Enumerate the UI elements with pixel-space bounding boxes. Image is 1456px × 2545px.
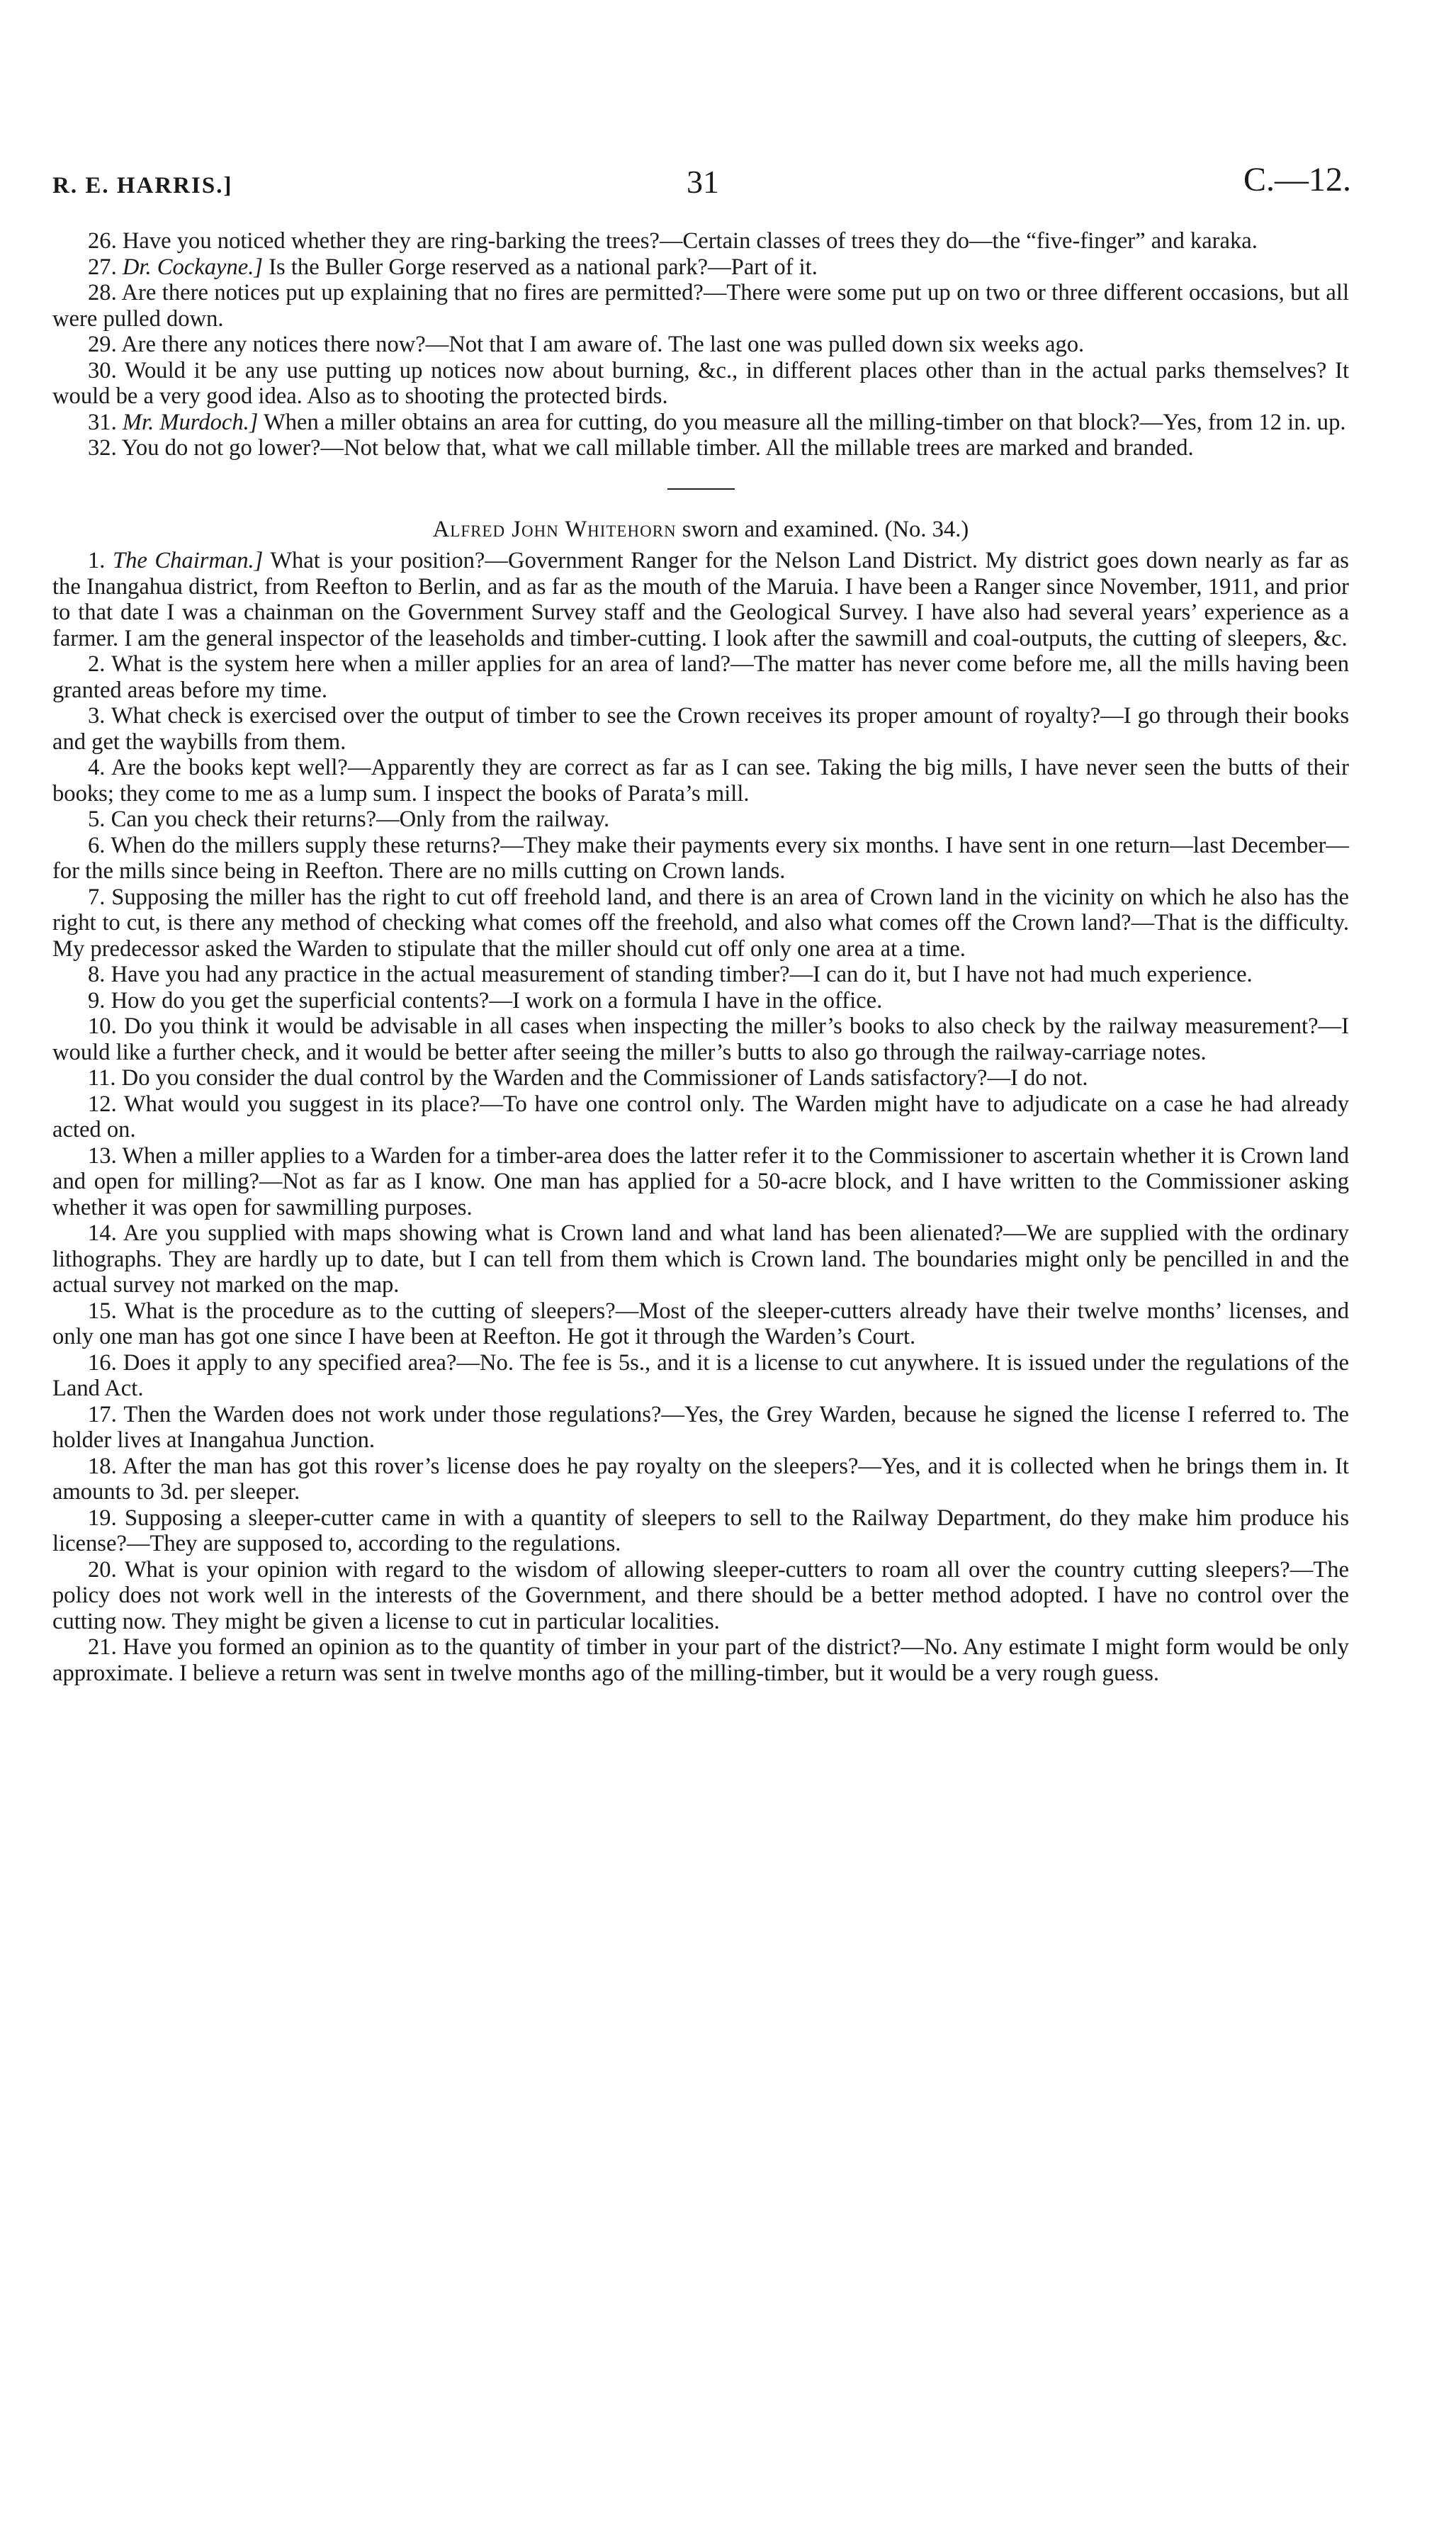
- question-text: When a miller applies to a Warden for a timber-area does the latter refer it to the Commissioner to ascertain whether it is Crown land and open for milling?—Not as far as I know. One man has applied for a 50-acre block, and I have written to the Commissioner asking whether it was open for sawmilling purposes.: [52, 1142, 1349, 1220]
- speaker-name: Mr. Murdoch.]: [122, 409, 259, 435]
- question-number: 15.: [88, 1298, 117, 1324]
- witness-heading-rest: sworn and examined. (No. 34.): [676, 516, 969, 542]
- question-paragraph: [52, 1454, 1349, 1505]
- question-number: 26.: [88, 228, 117, 254]
- question-text: Can you check their returns?—Only from the railway.: [111, 807, 610, 832]
- question-number: 12.: [88, 1091, 117, 1117]
- question-number: 10.: [88, 1013, 117, 1039]
- page-number: 31: [687, 164, 719, 200]
- question-text: After the man has got this rover’s license does he pay royalty on the sleepers?—Yes, and it is collected when he brings them in. It amounts to 3d. per sleeper.: [52, 1453, 1349, 1505]
- question-text: Do you think it would be advisable in all cases when inspecting the miller’s books to also check by the railway measurement?—I would like a further check, and it would be better after seeing the miller’s butts to also go through the railway-carriage notes.: [52, 1013, 1349, 1065]
- question-paragraph: [52, 280, 1349, 332]
- question-paragraph: [52, 435, 1349, 461]
- question-number: 4.: [88, 755, 106, 780]
- evidence-section-2: [52, 548, 1349, 1686]
- witness-name: Alfred John Whitehorn: [432, 516, 677, 542]
- question-paragraph: [52, 962, 1349, 988]
- question-paragraph: [52, 1143, 1349, 1221]
- speaker-name: Dr. Cockayne.]: [122, 254, 264, 280]
- speaker-name: The Chairman.]: [112, 548, 264, 573]
- question-text: Would it be any use putting up notices now about burning, &c., in different places other than in the actual parks themselves? It would be a very good idea. Also as to shooting the protected birds.: [52, 357, 1349, 409]
- question-text: Supposing the miller has the right to cut off freehold land, and there is an area of Crown land in the vicinity on which he also has the right to cut, is there any method of checking what comes off the freehold, and also what comes off the Crown land?—That is the difficulty. My predecessor asked the Warden to stipulate that the miller should cut off only one area at a time.: [52, 884, 1349, 962]
- question-text: Are there notices put up explaining that no fires are permitted?—There were some put up on two or three different occasions, but all were pulled down.: [52, 280, 1349, 332]
- question-number: 9.: [88, 987, 106, 1013]
- question-paragraph: [52, 1298, 1349, 1350]
- question-paragraph: [52, 1557, 1349, 1635]
- question-number: 3.: [88, 703, 106, 729]
- question-number: 20.: [88, 1556, 117, 1583]
- question-paragraph: [52, 1065, 1349, 1091]
- question-text: Have you noticed whether they are ring-barking the trees?—Certain classes of trees they do—the “five-finger” and karaka.: [122, 228, 1258, 254]
- question-text: Are the books kept well?—Apparently they are correct as far as I can see. Taking the big mills, I have never seen the butts of their books; they come to me as a lump sum. I inspect the books of Parata’s mill.: [52, 755, 1349, 807]
- question-number: 8.: [88, 962, 106, 987]
- question-number: 11.: [88, 1065, 116, 1091]
- question-number: 21.: [88, 1634, 117, 1660]
- witness-header: R. E. HARRIS.]: [52, 173, 233, 198]
- question-paragraph: [52, 833, 1349, 884]
- question-paragraph: [52, 358, 1349, 410]
- question-text: What is your position?—Government Ranger for the Nelson Land District. My district goes down nearly as far as the Inangahua district, from Reefton to Berlin, and as far as the mouth of the Maruia. I have been a Ranger since November, 1911, and prior to that date I was a chainman on the Government Survey staff and the Geological Survey. I have also had several years’ experience as a farmer. I am the general inspector of the leaseholds and timber-cutting. I look after the sawmill and coal-outputs, the cutting of sleepers, &c.: [52, 548, 1349, 651]
- question-paragraph: [52, 755, 1349, 807]
- question-number: 30.: [88, 357, 117, 383]
- question-text: What would you suggest in its place?—To have one control only. The Warden might have to adjudicate on a case he had already acted on.: [52, 1091, 1349, 1142]
- question-number: 27.: [88, 254, 117, 280]
- question-text: What is the system here when a miller applies for an area of land?—The matter has never come before me, all the mills having been granted areas before my time.: [52, 651, 1349, 703]
- question-paragraph: [52, 703, 1349, 755]
- question-text: Have you formed an opinion as to the quantity of timber in your part of the district?—No. Any estimate I might form would be only approximate. I believe a return was sent in twelve months ago of the milling-timber, but it would be a very rough guess.: [52, 1634, 1349, 1686]
- question-paragraph: [52, 1220, 1349, 1298]
- question-text: What check is exercised over the output of timber to see the Crown receives its proper amount of royalty?—I go through their books and get the waybills from them.: [52, 703, 1349, 755]
- question-text: When a miller obtains an area for cutting, do you measure all the milling-timber on that block?—Yes, from 12 in. up.: [264, 409, 1346, 435]
- body-text: [52, 228, 1349, 1686]
- question-text: Do you consider the dual control by the Warden and the Commissioner of Lands satisfactory?—I do not.: [121, 1065, 1088, 1091]
- question-number: 16.: [88, 1349, 117, 1376]
- question-number: 5.: [88, 807, 106, 832]
- question-paragraph: [52, 988, 1349, 1014]
- question-paragraph: [52, 1091, 1349, 1143]
- question-number: 1.: [88, 548, 106, 573]
- evidence-section-1: [52, 228, 1349, 461]
- question-number: 7.: [88, 884, 106, 910]
- witness-heading: [52, 517, 1349, 543]
- question-paragraph: [52, 410, 1349, 436]
- question-text: Are there any notices there now?—Not that I am aware of. The last one was pulled down six weeks ago.: [121, 332, 1085, 357]
- question-paragraph: [52, 228, 1349, 254]
- question-number: 14.: [88, 1220, 117, 1246]
- question-number: 18.: [88, 1453, 117, 1479]
- question-text: Are you supplied with maps showing what is Crown land and what land has been alienated?—We are supplied with the ordinary lithographs. They are hardly up to date, but I can tell from them which is Crown land. The boundaries might only be pencilled in and the actual survey not marked on the map.: [52, 1220, 1349, 1298]
- question-paragraph: [52, 548, 1349, 651]
- question-text: What is the procedure as to the cutting of sleepers?—Most of the sleeper-cutters already have their twelve months’ licenses, and only one man has got one since I have been at Reefton. He got it through the Warden’s Court.: [52, 1298, 1349, 1349]
- question-number: 2.: [88, 651, 106, 677]
- question-paragraph: [52, 1013, 1349, 1065]
- question-number: 19.: [88, 1505, 117, 1531]
- question-paragraph: [52, 332, 1349, 358]
- question-paragraph: [52, 651, 1349, 703]
- question-number: 32.: [88, 435, 117, 461]
- question-paragraph: [52, 884, 1349, 962]
- question-number: 17.: [88, 1401, 117, 1427]
- question-text: When do the millers supply these returns?—They make their payments every six months. I have sent in one return—last December—for the mills since being in Reefton. There are no mills cutting on Crown lands.: [52, 832, 1350, 884]
- question-text: Supposing a sleeper-cutter came in with a quantity of sleepers to sell to the Railway Department, do they make him produce his license?—They are supposed to, according to the regulations.: [52, 1505, 1349, 1556]
- question-number: 6.: [88, 832, 106, 858]
- paper-reference: C.—12.: [1243, 161, 1351, 198]
- question-number: 29.: [88, 332, 117, 357]
- question-text: Have you had any practice in the actual measurement of standing timber?—I can do it, but I have not had much experience.: [111, 962, 1253, 987]
- question-text: How do you get the superficial contents?—I work on a formula I have in the office.: [111, 987, 883, 1013]
- question-text: Then the Warden does not work under those regulations?—Yes, the Grey Warden, because he signed the license I referred to. The holder lives at Inangahua Junction.: [52, 1401, 1349, 1453]
- question-paragraph: [52, 254, 1349, 281]
- question-text: What is your opinion with regard to the wisdom of allowing sleeper-cutters to roam all over the country cutting sleepers?—The policy does not work well in the interests of the Government, and there should be a better method adopted. I have no control over the cutting now. They might be given a license to cut in particular localities.: [52, 1556, 1349, 1634]
- question-paragraph: [52, 1350, 1349, 1402]
- page-header: [52, 160, 1351, 203]
- question-number: 13.: [88, 1142, 117, 1169]
- question-number: 28.: [88, 280, 117, 305]
- section-divider: [667, 488, 735, 490]
- question-text: Does it apply to any specified area?—No. The fee is 5s., and it is a license to cut anywhere. It is issued under the regulations of the Land Act.: [52, 1349, 1349, 1401]
- question-paragraph: [52, 807, 1349, 833]
- question-paragraph: [52, 1634, 1349, 1686]
- question-text: You do not go lower?—Not below that, what we call millable timber. All the millable trees are marked and branded.: [121, 435, 1194, 461]
- question-paragraph: [52, 1505, 1349, 1557]
- question-paragraph: [52, 1402, 1349, 1454]
- question-text: Is the Buller Gorge reserved as a national park?—Part of it.: [269, 254, 818, 280]
- question-number: 31.: [88, 409, 117, 435]
